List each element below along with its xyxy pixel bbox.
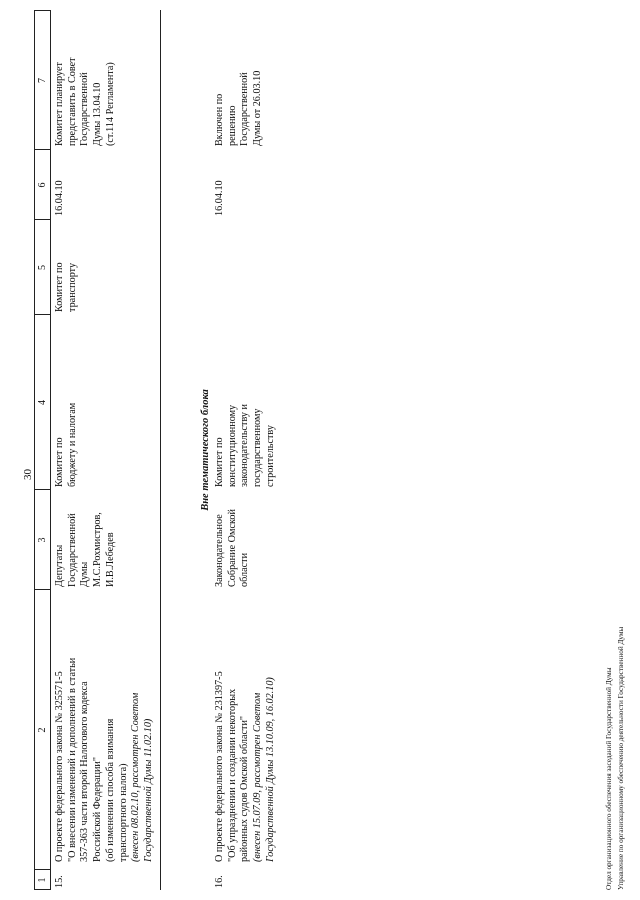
committee-line: государственному bbox=[252, 408, 264, 487]
bill-title bbox=[214, 671, 278, 862]
col-header-2: 2 bbox=[37, 727, 48, 733]
col-header-3: 3 bbox=[37, 537, 48, 543]
author-line: Думы bbox=[79, 561, 91, 587]
lead-committee bbox=[54, 403, 79, 487]
status-line: Думы 13.04.10 bbox=[92, 82, 104, 146]
author-line: Собрание Омской bbox=[226, 509, 238, 587]
co-committee-line: транспорту bbox=[66, 262, 78, 312]
status-line: Включен по bbox=[214, 93, 225, 146]
section-heading: Вне тематического блока bbox=[200, 389, 211, 511]
status-line: Комитет планирует bbox=[54, 62, 65, 146]
bill-title-line: О проекте федерального закона № 231397-5 bbox=[214, 671, 225, 862]
bill-title-line: (об изменении способа взимания bbox=[104, 718, 116, 862]
committee-line: конституционному bbox=[226, 404, 238, 487]
bill-title bbox=[54, 658, 156, 862]
col-header-1: 1 bbox=[37, 877, 48, 883]
table-header-line bbox=[50, 10, 51, 890]
col-header-6: 6 bbox=[37, 182, 48, 188]
table-row-divider bbox=[160, 10, 161, 890]
author-line: области bbox=[239, 552, 251, 587]
col-header-5: 5 bbox=[37, 265, 48, 270]
bill-author bbox=[54, 512, 118, 587]
author-line: И.В.Лебедев bbox=[104, 532, 116, 587]
committee-line: строительству bbox=[264, 425, 276, 487]
consideration-date: 16.04.10 bbox=[214, 180, 225, 216]
status-line: (ст.114 Регламента) bbox=[104, 62, 116, 146]
status-line: Государственной bbox=[239, 72, 251, 146]
author-line: Законодательное bbox=[214, 514, 225, 587]
bill-title-line: 357-363 части второй Налогового кодекса bbox=[79, 681, 91, 862]
footer-department: Отдел организационного обеспечения заседаний Государственной Думы bbox=[605, 667, 613, 890]
consideration-date: 16.04.10 bbox=[54, 180, 65, 216]
co-committee bbox=[54, 262, 79, 312]
lead-committee bbox=[214, 404, 278, 487]
page-number: 30 bbox=[22, 469, 34, 480]
bill-note-line: Государственной Думы 13.10.09, 16.02.10) bbox=[264, 677, 276, 862]
co-committee-line: Комитет по bbox=[54, 262, 65, 312]
col-header-4: 4 bbox=[37, 400, 48, 405]
bill-note-line: (внесен 08.02.10, рассмотрен Советом bbox=[130, 692, 142, 862]
committee-line: Комитет по bbox=[54, 437, 65, 487]
author-line: М.С.Рохмистров, bbox=[92, 512, 104, 587]
bill-title-line: "Об упразднении и создании некоторых bbox=[226, 688, 238, 862]
bill-title-line: районных судов Омской области" bbox=[239, 715, 251, 862]
row-number: 16. bbox=[214, 875, 225, 888]
table-top-line bbox=[34, 10, 35, 890]
author-line: Депутаты bbox=[54, 544, 65, 587]
bill-note-line: Государственной Думы 11.02.10) bbox=[142, 718, 154, 862]
bill-status bbox=[214, 71, 265, 146]
footer-directorate: Управление по организационному обеспечению деятельности Государственной Думы bbox=[617, 626, 625, 890]
bill-status bbox=[54, 57, 118, 146]
committee-line: законодательству и bbox=[239, 404, 251, 487]
col-header-7: 7 bbox=[37, 78, 48, 83]
bill-title-line: О проекте федерального закона № 325571-5 bbox=[54, 671, 65, 862]
bill-title-line: Российской Федерации" bbox=[92, 756, 104, 862]
author-line: Государственной bbox=[66, 513, 78, 587]
bill-title-line: "О внесении изменений и дополнений в статьи bbox=[66, 657, 78, 862]
bill-note-line: (внесен 15.07.09, рассмотрен Советом bbox=[252, 692, 264, 862]
committee-line: бюджету и налогам bbox=[66, 402, 78, 487]
status-line: представить в Совет bbox=[66, 57, 78, 146]
bill-title-line: транспортного налога) bbox=[117, 763, 129, 862]
status-line: решению bbox=[226, 105, 238, 146]
committee-line: Комитет по bbox=[214, 437, 225, 487]
bill-author bbox=[214, 509, 252, 587]
status-line: Думы от 26.03.10 bbox=[252, 70, 264, 146]
status-line: Государственной bbox=[79, 72, 91, 146]
row-number: 15. bbox=[54, 875, 65, 888]
